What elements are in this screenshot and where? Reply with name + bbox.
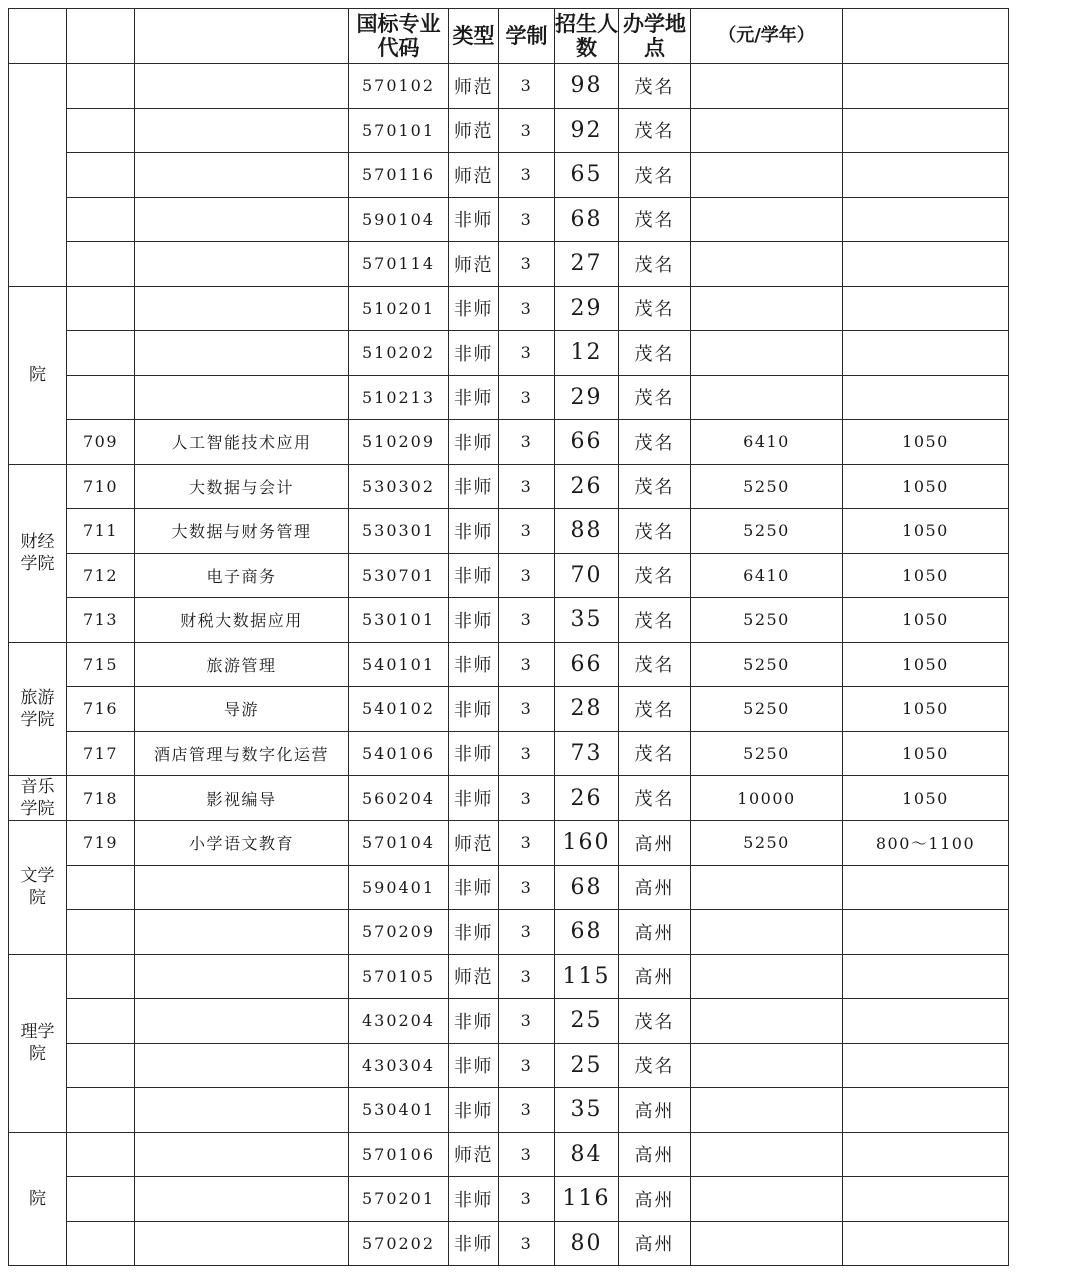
header-major-blurred <box>135 9 349 64</box>
years-cell: 3 <box>499 286 555 331</box>
major-cell: 财税大数据应用 <box>135 598 349 643</box>
type-cell: 师范 <box>449 821 499 866</box>
major-cell <box>135 865 349 910</box>
years-cell: 3 <box>499 153 555 198</box>
table-row <box>9 776 1009 821</box>
major-cell: 旅游管理 <box>135 642 349 687</box>
college-cell: 文学院 <box>9 821 67 955</box>
count-cell: 35 <box>555 598 619 643</box>
header-number-blurred <box>67 9 135 64</box>
table-row <box>9 1221 1009 1266</box>
years-cell: 3 <box>499 420 555 465</box>
table-row <box>9 954 1009 999</box>
header-years: 学制 <box>499 9 555 64</box>
fee2-cell: 1050 <box>843 598 1009 643</box>
years-cell: 3 <box>499 687 555 732</box>
fee-cell: 10000 <box>691 776 843 821</box>
type-cell: 非师 <box>449 642 499 687</box>
count-cell: 26 <box>555 776 619 821</box>
table-row <box>9 331 1009 376</box>
fee-cell <box>691 108 843 153</box>
code-cell: 530302 <box>349 464 449 509</box>
code-cell: 570105 <box>349 954 449 999</box>
fee2-cell <box>843 865 1009 910</box>
location-cell: 茂名 <box>619 64 691 109</box>
number-cell <box>67 1088 135 1133</box>
count-cell: 88 <box>555 509 619 554</box>
code-cell: 530401 <box>349 1088 449 1133</box>
years-cell: 3 <box>499 1177 555 1222</box>
table-row <box>9 1177 1009 1222</box>
major-cell <box>135 242 349 287</box>
table-row <box>9 821 1009 866</box>
count-cell: 65 <box>555 153 619 198</box>
college-cell <box>9 64 67 287</box>
type-cell: 非师 <box>449 286 499 331</box>
location-cell: 茂名 <box>619 776 691 821</box>
number-cell: 715 <box>67 642 135 687</box>
code-cell: 570104 <box>349 821 449 866</box>
code-cell: 510202 <box>349 331 449 376</box>
code-cell: 510201 <box>349 286 449 331</box>
table-row <box>9 242 1009 287</box>
type-cell: 师范 <box>449 108 499 153</box>
table-row <box>9 598 1009 643</box>
years-cell: 3 <box>499 108 555 153</box>
location-cell: 高州 <box>619 954 691 999</box>
count-cell: 66 <box>555 420 619 465</box>
major-cell <box>135 375 349 420</box>
count-cell: 84 <box>555 1132 619 1177</box>
major-cell <box>135 1177 349 1222</box>
table-row <box>9 153 1009 198</box>
major-cell: 影视编导 <box>135 776 349 821</box>
type-cell: 非师 <box>449 999 499 1044</box>
code-cell: 430304 <box>349 1043 449 1088</box>
years-cell: 3 <box>499 1043 555 1088</box>
number-cell: 710 <box>67 464 135 509</box>
major-cell: 大数据与会计 <box>135 464 349 509</box>
table-row <box>9 642 1009 687</box>
fee-cell <box>691 954 843 999</box>
type-cell: 非师 <box>449 776 499 821</box>
count-cell: 29 <box>555 375 619 420</box>
count-cell: 68 <box>555 197 619 242</box>
type-cell: 师范 <box>449 242 499 287</box>
table-row <box>9 910 1009 955</box>
fee-cell <box>691 910 843 955</box>
fee2-cell: 1050 <box>843 420 1009 465</box>
location-cell: 高州 <box>619 821 691 866</box>
fee2-cell <box>843 286 1009 331</box>
header-type: 类型 <box>449 9 499 64</box>
number-cell <box>67 1221 135 1266</box>
years-cell: 3 <box>499 242 555 287</box>
years-cell: 3 <box>499 1221 555 1266</box>
years-cell: 3 <box>499 598 555 643</box>
location-cell: 茂名 <box>619 642 691 687</box>
major-cell <box>135 999 349 1044</box>
number-cell <box>67 64 135 109</box>
number-cell: 709 <box>67 420 135 465</box>
years-cell: 3 <box>499 731 555 776</box>
major-cell <box>135 197 349 242</box>
count-cell: 25 <box>555 1043 619 1088</box>
type-cell: 非师 <box>449 865 499 910</box>
years-cell: 3 <box>499 1088 555 1133</box>
fee-cell <box>691 331 843 376</box>
fee2-cell <box>843 1088 1009 1133</box>
major-cell <box>135 910 349 955</box>
type-cell: 师范 <box>449 954 499 999</box>
fee-cell <box>691 1177 843 1222</box>
fee2-cell <box>843 999 1009 1044</box>
count-cell: 73 <box>555 731 619 776</box>
number-cell <box>67 197 135 242</box>
type-cell: 师范 <box>449 1132 499 1177</box>
type-cell: 非师 <box>449 553 499 598</box>
number-cell <box>67 865 135 910</box>
fee2-cell <box>843 153 1009 198</box>
count-cell: 68 <box>555 865 619 910</box>
count-cell: 80 <box>555 1221 619 1266</box>
table-row <box>9 375 1009 420</box>
major-cell <box>135 286 349 331</box>
number-cell <box>67 1177 135 1222</box>
years-cell: 3 <box>499 954 555 999</box>
fee2-cell <box>843 1177 1009 1222</box>
fee-cell <box>691 1043 843 1088</box>
fee2-cell: 1050 <box>843 553 1009 598</box>
table-row <box>9 999 1009 1044</box>
code-cell: 430204 <box>349 999 449 1044</box>
fee2-cell: 800～1100 <box>843 821 1009 866</box>
number-cell <box>67 375 135 420</box>
count-cell: 98 <box>555 64 619 109</box>
table-row <box>9 108 1009 153</box>
number-cell <box>67 910 135 955</box>
table-row <box>9 1132 1009 1177</box>
number-cell: 716 <box>67 687 135 732</box>
major-cell: 人工智能技术应用 <box>135 420 349 465</box>
fee-cell <box>691 64 843 109</box>
code-cell: 570102 <box>349 64 449 109</box>
location-cell: 茂名 <box>619 242 691 287</box>
fee2-cell: 1050 <box>843 776 1009 821</box>
years-cell: 3 <box>499 999 555 1044</box>
count-cell: 12 <box>555 331 619 376</box>
years-cell: 3 <box>499 821 555 866</box>
fee2-cell: 1050 <box>843 509 1009 554</box>
major-cell <box>135 64 349 109</box>
location-cell: 茂名 <box>619 509 691 554</box>
fee2-cell <box>843 1221 1009 1266</box>
code-cell: 570209 <box>349 910 449 955</box>
number-cell <box>67 153 135 198</box>
type-cell: 非师 <box>449 331 499 376</box>
years-cell: 3 <box>499 865 555 910</box>
table-row <box>9 553 1009 598</box>
code-cell: 570106 <box>349 1132 449 1177</box>
fee2-cell: 1050 <box>843 642 1009 687</box>
fee2-cell: 1050 <box>843 687 1009 732</box>
number-cell: 712 <box>67 553 135 598</box>
number-cell <box>67 1132 135 1177</box>
code-cell: 570116 <box>349 153 449 198</box>
type-cell: 师范 <box>449 153 499 198</box>
count-cell: 29 <box>555 286 619 331</box>
type-cell: 非师 <box>449 731 499 776</box>
enrollment-table-sheet <box>8 8 1008 1270</box>
years-cell: 3 <box>499 375 555 420</box>
location-cell: 茂名 <box>619 553 691 598</box>
number-cell: 713 <box>67 598 135 643</box>
count-cell: 116 <box>555 1177 619 1222</box>
fee-cell <box>691 286 843 331</box>
count-cell: 70 <box>555 553 619 598</box>
major-cell <box>135 108 349 153</box>
count-cell: 28 <box>555 687 619 732</box>
fee2-cell: 1050 <box>843 464 1009 509</box>
fee-cell <box>691 1221 843 1266</box>
code-cell: 510209 <box>349 420 449 465</box>
table-row <box>9 1088 1009 1133</box>
number-cell <box>67 1043 135 1088</box>
count-cell: 27 <box>555 242 619 287</box>
location-cell: 高州 <box>619 1177 691 1222</box>
fee-cell <box>691 197 843 242</box>
table-row <box>9 1043 1009 1088</box>
location-cell: 高州 <box>619 865 691 910</box>
number-cell <box>67 954 135 999</box>
location-cell: 高州 <box>619 1221 691 1266</box>
major-cell <box>135 331 349 376</box>
code-cell: 540102 <box>349 687 449 732</box>
header-count: 招生人数 <box>555 9 619 64</box>
college-cell: 院 <box>9 286 67 464</box>
years-cell: 3 <box>499 197 555 242</box>
major-cell: 酒店管理与数字化运营 <box>135 731 349 776</box>
years-cell: 3 <box>499 1132 555 1177</box>
number-cell: 719 <box>67 821 135 866</box>
location-cell: 茂名 <box>619 420 691 465</box>
fee2-cell <box>843 910 1009 955</box>
type-cell: 非师 <box>449 420 499 465</box>
type-cell: 非师 <box>449 1088 499 1133</box>
code-cell: 570201 <box>349 1177 449 1222</box>
type-cell: 非师 <box>449 910 499 955</box>
code-cell: 540101 <box>349 642 449 687</box>
table-row <box>9 731 1009 776</box>
number-cell <box>67 331 135 376</box>
type-cell: 非师 <box>449 598 499 643</box>
number-cell: 717 <box>67 731 135 776</box>
major-cell <box>135 954 349 999</box>
location-cell: 茂名 <box>619 999 691 1044</box>
college-cell: 院 <box>9 1132 67 1266</box>
code-cell: 530701 <box>349 553 449 598</box>
major-cell: 大数据与财务管理 <box>135 509 349 554</box>
fee-cell: 5250 <box>691 731 843 776</box>
college-cell: 音乐学院 <box>9 776 67 821</box>
header-row <box>9 9 1009 64</box>
years-cell: 3 <box>499 331 555 376</box>
fee2-cell <box>843 954 1009 999</box>
table-row <box>9 464 1009 509</box>
type-cell: 非师 <box>449 375 499 420</box>
major-cell: 导游 <box>135 687 349 732</box>
number-cell: 711 <box>67 509 135 554</box>
fee-cell <box>691 865 843 910</box>
fee-cell: 5250 <box>691 598 843 643</box>
fee2-cell <box>843 108 1009 153</box>
location-cell: 茂名 <box>619 197 691 242</box>
years-cell: 3 <box>499 642 555 687</box>
fee-cell: 5250 <box>691 464 843 509</box>
code-cell: 570114 <box>349 242 449 287</box>
fee2-cell: 1050 <box>843 731 1009 776</box>
location-cell: 茂名 <box>619 286 691 331</box>
header-fee2-blurred <box>843 9 1009 64</box>
count-cell: 66 <box>555 642 619 687</box>
fee2-cell <box>843 1043 1009 1088</box>
college-cell: 财经学院 <box>9 464 67 642</box>
location-cell: 高州 <box>619 1132 691 1177</box>
count-cell: 92 <box>555 108 619 153</box>
code-cell: 570101 <box>349 108 449 153</box>
type-cell: 非师 <box>449 1177 499 1222</box>
fee2-cell <box>843 242 1009 287</box>
fee-cell: 6410 <box>691 553 843 598</box>
count-cell: 68 <box>555 910 619 955</box>
fee2-cell <box>843 64 1009 109</box>
location-cell: 茂名 <box>619 331 691 376</box>
years-cell: 3 <box>499 464 555 509</box>
fee2-cell <box>843 1132 1009 1177</box>
number-cell <box>67 108 135 153</box>
major-cell: 小学语文教育 <box>135 821 349 866</box>
table-row <box>9 197 1009 242</box>
type-cell: 非师 <box>449 464 499 509</box>
years-cell: 3 <box>499 553 555 598</box>
fee-cell: 5250 <box>691 821 843 866</box>
table-row <box>9 865 1009 910</box>
location-cell: 茂名 <box>619 598 691 643</box>
major-cell <box>135 1221 349 1266</box>
location-cell: 高州 <box>619 910 691 955</box>
years-cell: 3 <box>499 776 555 821</box>
table-row <box>9 687 1009 732</box>
code-cell: 570202 <box>349 1221 449 1266</box>
code-cell: 590104 <box>349 197 449 242</box>
code-cell: 510213 <box>349 375 449 420</box>
header-college <box>9 9 67 64</box>
fee-cell: 5250 <box>691 687 843 732</box>
header-location: 办学地点 <box>619 9 691 64</box>
type-cell: 非师 <box>449 509 499 554</box>
major-cell <box>135 1043 349 1088</box>
location-cell: 茂名 <box>619 375 691 420</box>
enrollment-table <box>8 8 1009 1266</box>
header-fee: （元/学年） <box>691 9 843 64</box>
count-cell: 25 <box>555 999 619 1044</box>
fee-cell <box>691 1132 843 1177</box>
location-cell: 茂名 <box>619 731 691 776</box>
table-row <box>9 64 1009 109</box>
location-cell: 茂名 <box>619 1043 691 1088</box>
fee-cell <box>691 1088 843 1133</box>
number-cell <box>67 999 135 1044</box>
type-cell: 非师 <box>449 1221 499 1266</box>
type-cell: 非师 <box>449 1043 499 1088</box>
location-cell: 高州 <box>619 1088 691 1133</box>
count-cell: 26 <box>555 464 619 509</box>
table-row <box>9 286 1009 331</box>
major-cell <box>135 153 349 198</box>
count-cell: 115 <box>555 954 619 999</box>
type-cell: 非师 <box>449 197 499 242</box>
header-code-std: 国标专业代码 <box>349 9 449 64</box>
type-cell: 师范 <box>449 64 499 109</box>
location-cell: 茂名 <box>619 687 691 732</box>
fee2-cell <box>843 197 1009 242</box>
years-cell: 3 <box>499 509 555 554</box>
location-cell: 茂名 <box>619 153 691 198</box>
major-cell: 电子商务 <box>135 553 349 598</box>
number-cell <box>67 286 135 331</box>
college-cell: 理学院 <box>9 954 67 1132</box>
count-cell: 160 <box>555 821 619 866</box>
fee-cell: 5250 <box>691 642 843 687</box>
number-cell <box>67 242 135 287</box>
fee2-cell <box>843 375 1009 420</box>
fee-cell <box>691 375 843 420</box>
table-row <box>9 509 1009 554</box>
major-cell <box>135 1088 349 1133</box>
code-cell: 560204 <box>349 776 449 821</box>
code-cell: 530301 <box>349 509 449 554</box>
fee-cell: 5250 <box>691 509 843 554</box>
years-cell: 3 <box>499 910 555 955</box>
number-cell: 718 <box>67 776 135 821</box>
years-cell: 3 <box>499 64 555 109</box>
code-cell: 590401 <box>349 865 449 910</box>
fee2-cell <box>843 331 1009 376</box>
table-row <box>9 420 1009 465</box>
location-cell: 茂名 <box>619 464 691 509</box>
fee-cell <box>691 999 843 1044</box>
location-cell: 茂名 <box>619 108 691 153</box>
code-cell: 530101 <box>349 598 449 643</box>
college-cell: 旅游学院 <box>9 642 67 776</box>
code-cell: 540106 <box>349 731 449 776</box>
count-cell: 35 <box>555 1088 619 1133</box>
major-cell <box>135 1132 349 1177</box>
fee-cell: 6410 <box>691 420 843 465</box>
fee-cell <box>691 242 843 287</box>
fee-cell <box>691 153 843 198</box>
type-cell: 非师 <box>449 687 499 732</box>
